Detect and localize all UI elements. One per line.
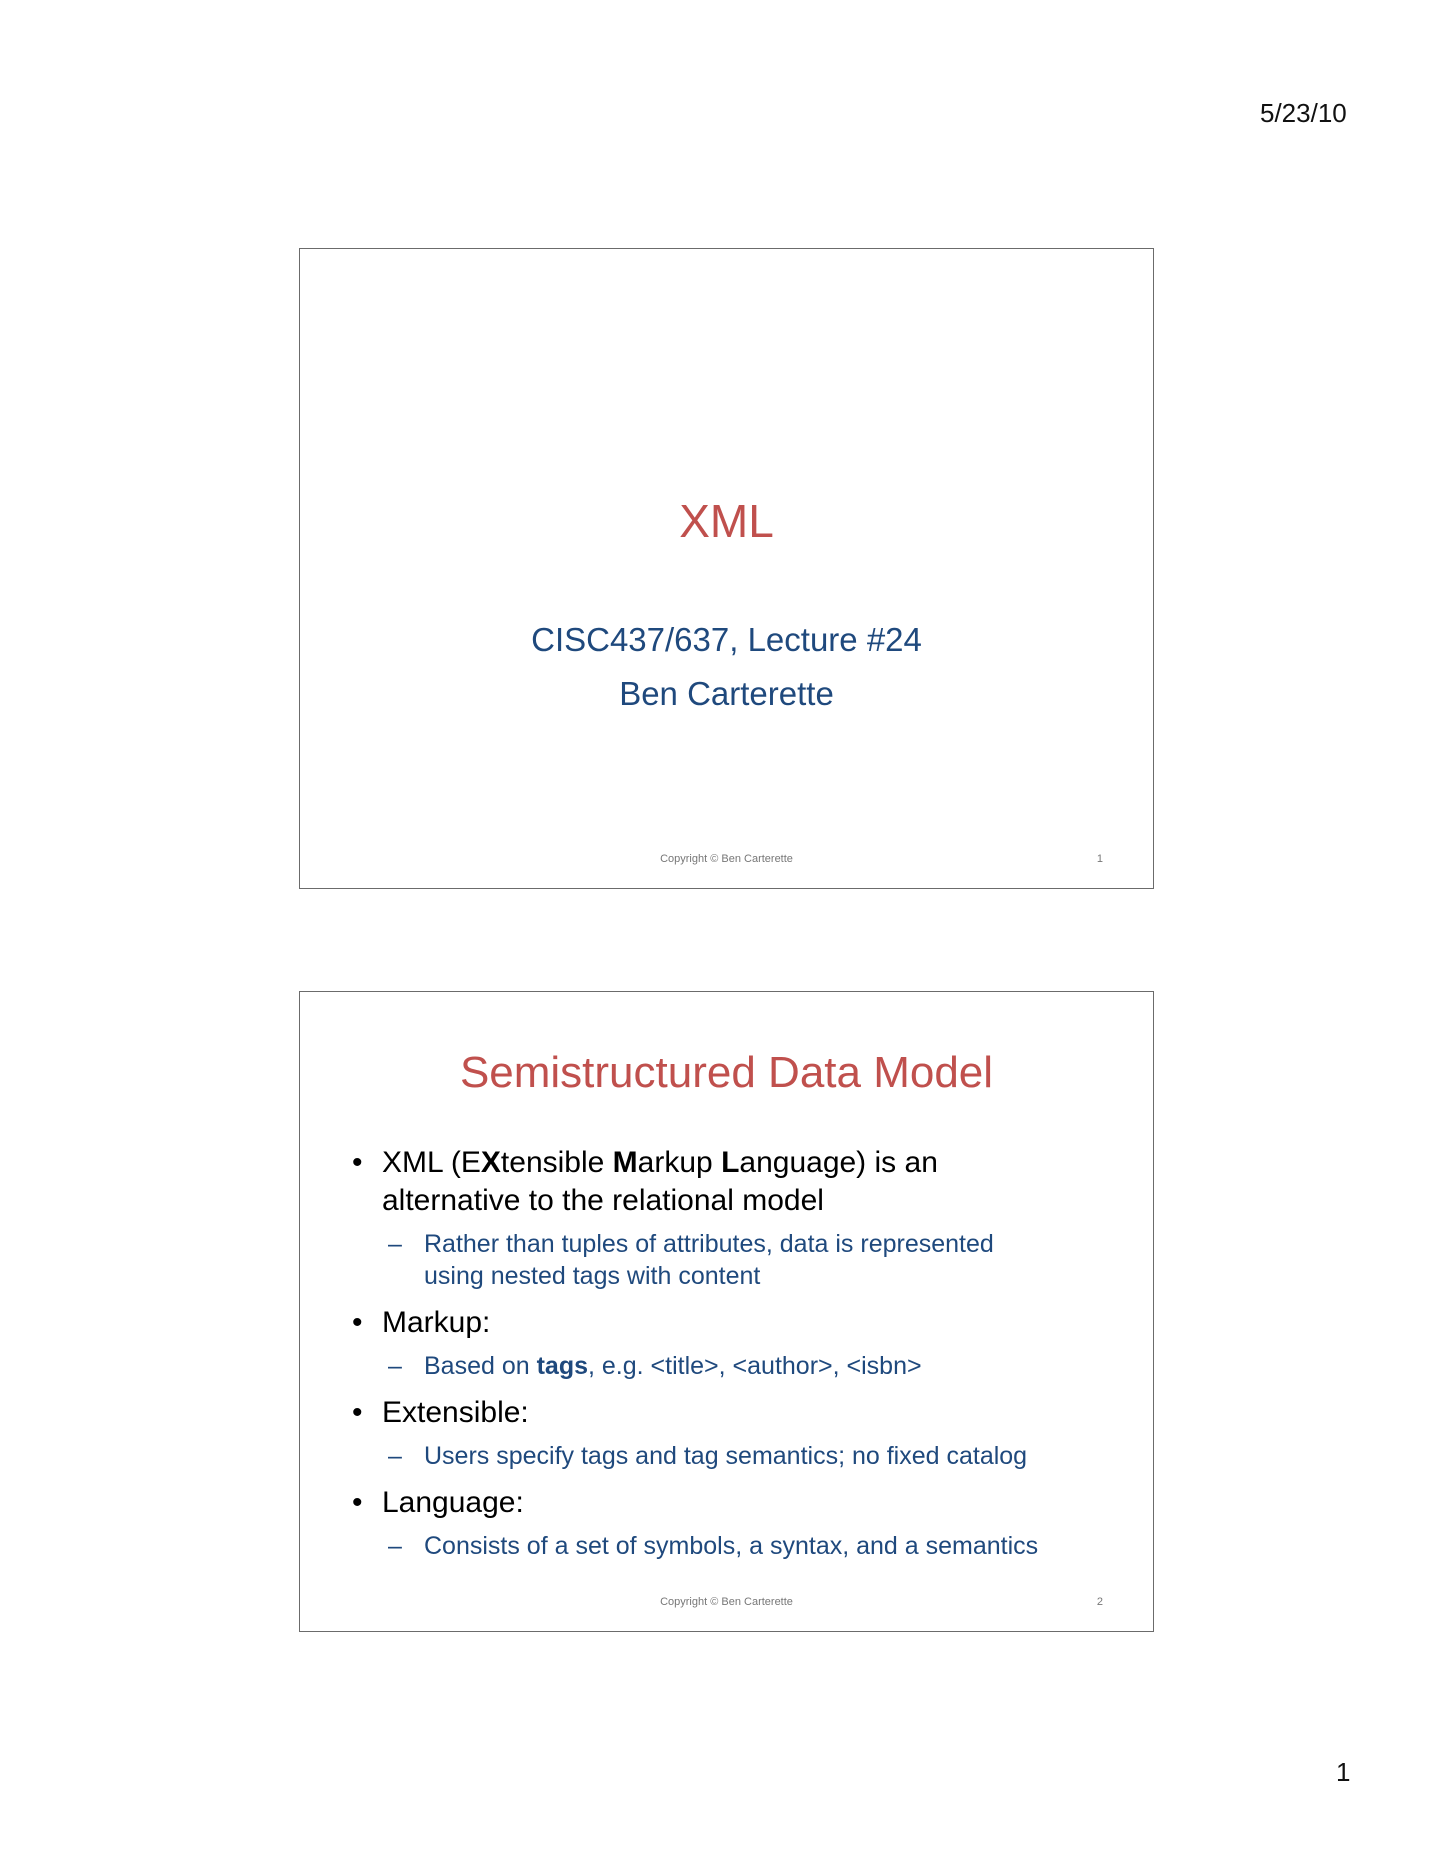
bullet-item — [348, 1484, 1113, 1522]
sub-bullet-text: Based on — [424, 1352, 537, 1380]
sub-bullet-dash: – — [388, 1532, 402, 1560]
bullet-item — [348, 1304, 1113, 1342]
bullet-text: Extensible: — [382, 1396, 529, 1429]
slide-1 — [299, 248, 1154, 889]
sub-bullet-dash: – — [388, 1230, 402, 1258]
bullet-text: arkup — [637, 1146, 722, 1179]
bullet-text: Language: — [382, 1486, 524, 1519]
sub-bullet-text: using nested tags with content — [424, 1262, 761, 1290]
slide-title: Semistructured Data Model — [459, 1048, 994, 1097]
bullet-text-bold: X — [480, 1146, 501, 1179]
slide-copyright: Copyright © Ben Carterette — [660, 1596, 793, 1608]
slide-subtitle-course: CISC437/637, Lecture #24 — [531, 621, 922, 658]
sub-bullet-item — [348, 1440, 1113, 1472]
sub-bullet-item — [348, 1228, 1113, 1292]
bullet-text: tensible — [500, 1146, 613, 1179]
sub-bullet-text: Rather than tuples of attributes, data is represented — [424, 1230, 994, 1258]
bullet-item — [348, 1144, 1113, 1220]
slide-2 — [299, 991, 1154, 1632]
sub-bullet-text-bold: tags — [536, 1352, 588, 1380]
bullet-text: XML (E — [382, 1146, 481, 1179]
bullet-dot: • — [352, 1146, 363, 1179]
slide-copyright: Copyright © Ben Carterette — [660, 853, 793, 865]
bullet-dot: • — [352, 1486, 363, 1519]
slide-number: 2 — [1096, 1596, 1103, 1608]
bullet-text-bold: M — [612, 1146, 638, 1179]
bullet-text: alternative to the relational model — [382, 1184, 824, 1217]
slide-subtitle-author: Ben Carterette — [619, 675, 834, 712]
bullet-text-bold: L — [721, 1146, 740, 1179]
slide-title: XML — [679, 495, 774, 547]
sub-bullet-item — [348, 1350, 1113, 1382]
page-date: 5/23/10 — [1260, 98, 1347, 128]
bullet-list — [348, 1144, 1113, 1562]
sub-bullet-item — [348, 1530, 1113, 1562]
page-number: 1 — [1336, 1757, 1351, 1787]
bullet-text: Markup: — [382, 1306, 491, 1339]
slide-number: 1 — [1096, 853, 1103, 865]
bullet-dot: • — [352, 1306, 363, 1339]
bullet-dot: • — [352, 1396, 363, 1429]
sub-bullet-text: Consists of a set of symbols, a syntax, and a semantics — [424, 1532, 1039, 1560]
sub-bullet-dash: – — [388, 1442, 402, 1470]
sub-bullet-text: , e.g. <title>, <author>, <isbn> — [588, 1352, 922, 1380]
bullet-item — [348, 1394, 1113, 1432]
bullet-text: anguage) is an — [739, 1146, 938, 1179]
sub-bullet-dash: – — [388, 1352, 402, 1380]
sub-bullet-text: Users specify tags and tag semantics; no fixed catalog — [424, 1442, 1028, 1470]
